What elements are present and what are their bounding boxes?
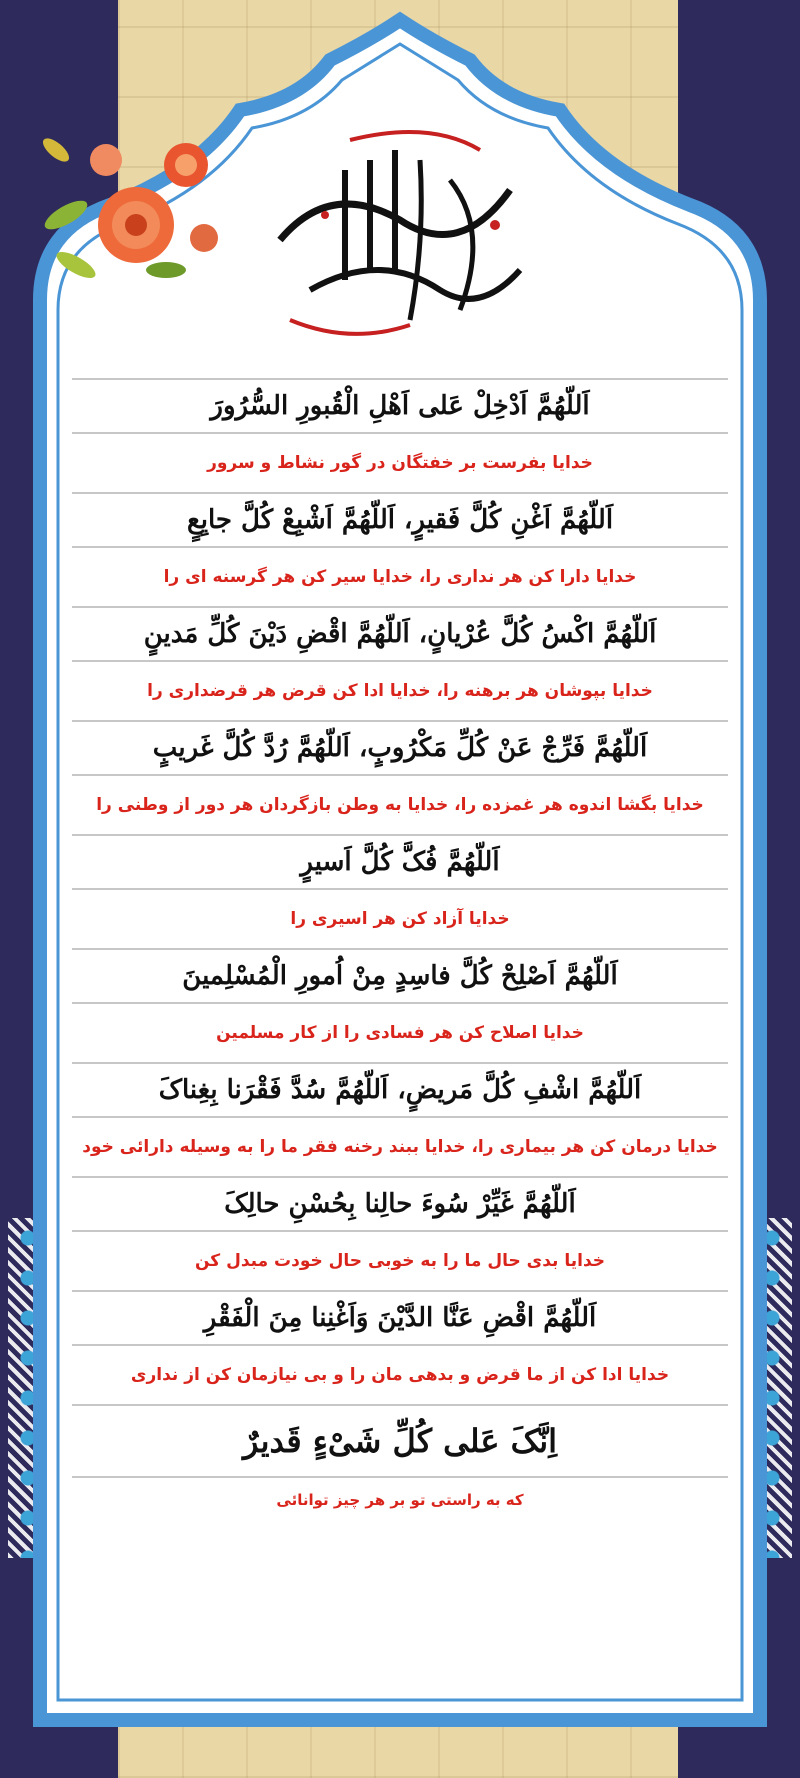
arabic-line: اَللّهُمَّ اقْضِ عَنَّا الدَّیْنَ وَاَغْنِنا مِنَ الْفَقْرِ (72, 1290, 728, 1346)
persian-translation: خدایا اصلاح کن هر فسادی را از کار مسلمین (216, 1023, 584, 1043)
arabic-line: اَللّهُمَّ اشْفِ کُلَّ مَریضٍ، اَللّهُمَّ سُدَّ فَقْرَنا بِغِناکَ (72, 1062, 728, 1118)
arabic-line: اَللّهُمَّ فُکَّ کُلَّ اَسیرٍ (72, 834, 728, 890)
arabic-line: اَللّهُمَّ اَدْخِلْ عَلی اَهْلِ الْقُبورِ السُّرُورَ (72, 378, 728, 434)
final-line (72, 1404, 728, 1522)
persian-translation: خدایا ادا کن از ما قرض و بدهی مان را و بی نیازمان کن از نداری (130, 1365, 670, 1385)
line-7 (72, 1062, 728, 1176)
line-1 (72, 378, 728, 492)
persian-translation: خدایا بپوشان هر برهنه را، خدایا ادا کن قرض هر قرضداری را (147, 681, 653, 701)
dua-lines (72, 378, 728, 1522)
final-arabic-line: اِنَّکَ عَلی کُلِّ شَیْءٍ قَدیرٌ (72, 1404, 728, 1478)
line-4 (72, 720, 728, 834)
line-9 (72, 1290, 728, 1404)
persian-translation: خدایا درمان کن هر بیماری را، خدایا ببند رخنه فقر ما را به وسیله دارائی خود (82, 1137, 718, 1157)
arabic-line: اَللّهُمَّ اکْسُ کُلَّ عُرْیانٍ، اَللّهُمَّ اقْضِ دَیْنَ کُلِّ مَدینٍ (72, 606, 728, 662)
arabic-line: اَللّهُمَّ فَرِّجْ عَنْ کُلِّ مَکْرُوبٍ، اَللّهُمَّ رُدَّ کُلَّ غَریبٍ (72, 720, 728, 776)
line-2 (72, 492, 728, 606)
line-5 (72, 834, 728, 948)
line-3 (72, 606, 728, 720)
line-6 (72, 948, 728, 1062)
final-persian-translation: که به راستی تو بر هر چیز توانائی (276, 1491, 524, 1509)
persian-translation: خدایا بگشا اندوه هر غمزده را، خدایا به وطن بازگردان هر دور از وطنی را (96, 795, 704, 815)
arabic-line: اَللّهُمَّ اَصْلِحْ کُلَّ فاسِدٍ مِنْ اُمورِ الْمُسْلِمینَ (72, 948, 728, 1004)
arabic-line: اَللّهُمَّ اَغْنِ کُلَّ فَقیرٍ، اَللّهُمَّ اَشْبِعْ کُلَّ جایِعٍ (72, 492, 728, 548)
arabic-line: اَللّهُمَّ غَیِّرْ سُوءَ حالِنا بِحُسْنِ حالِکَ (72, 1176, 728, 1232)
persian-translation: خدایا بدی حال ما را به خوبی حال خودت مبدل کن (194, 1251, 606, 1271)
persian-translation: خدایا آزاد کن هر اسیری را (290, 909, 510, 929)
flower-ornament (36, 130, 236, 290)
line-8 (72, 1176, 728, 1290)
basmala-calligraphy (250, 120, 550, 350)
persian-translation: خدایا دارا کن هر نداری را، خدایا سیر کن هر گرسنه ای را (163, 567, 637, 587)
persian-translation: خدایا بفرست بر خفتگان در گور نشاط و سرور (207, 453, 593, 473)
